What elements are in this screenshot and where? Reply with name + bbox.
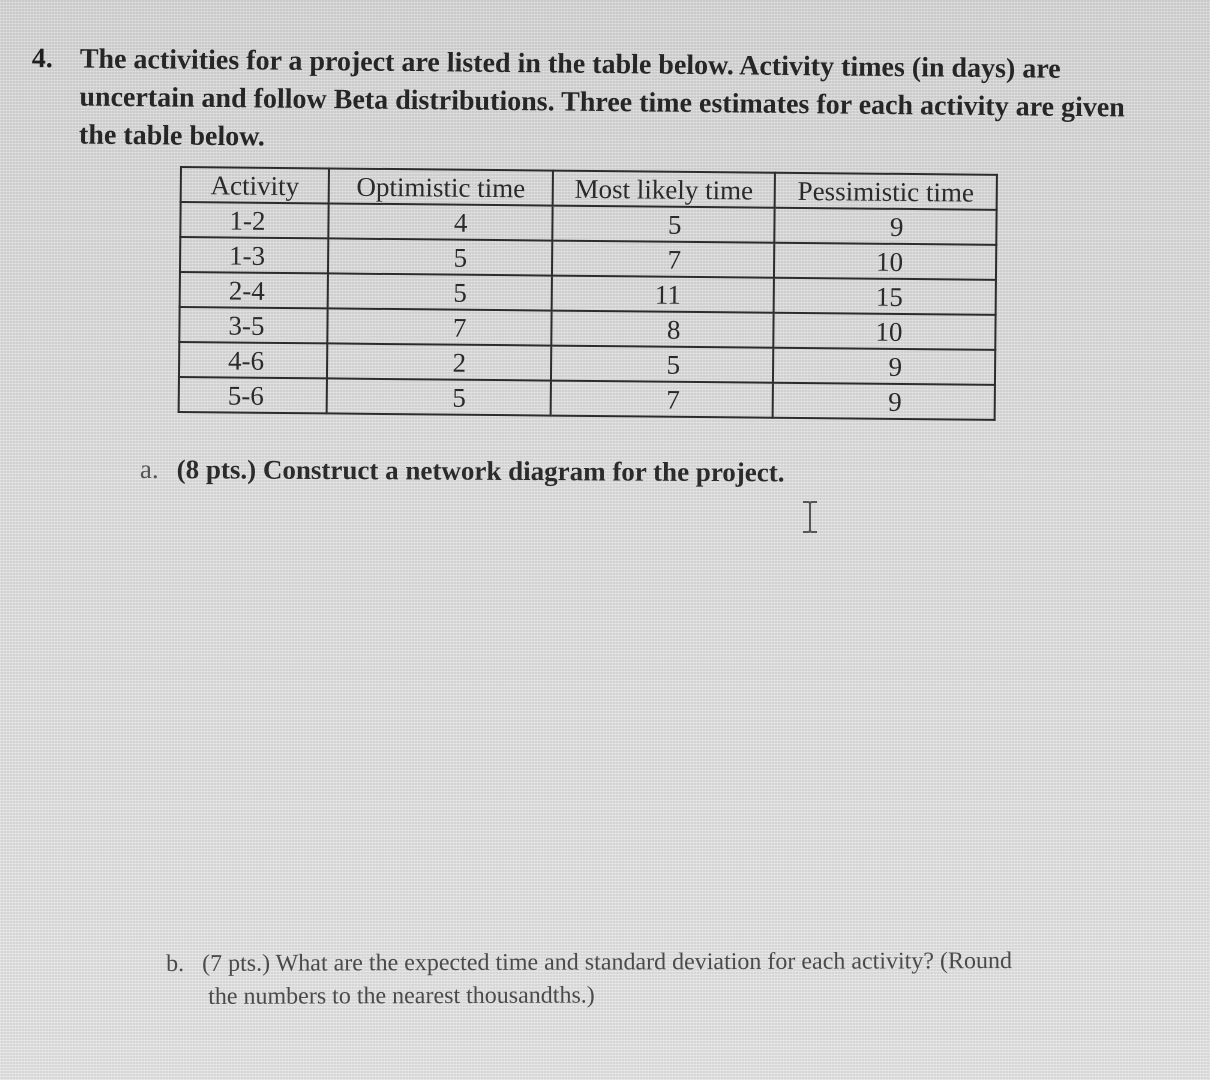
activity-table-container [178, 166, 998, 421]
cell-activity: 4-6 [179, 342, 327, 378]
text-cursor-icon [800, 500, 820, 534]
cell-pessimistic: 10 [773, 313, 995, 350]
part-b-label: b. [166, 950, 185, 977]
cell-optimistic: 4 [328, 203, 552, 240]
cell-pessimistic: 9 [773, 383, 995, 420]
cell-most-likely: 11 [552, 276, 774, 313]
cell-optimistic: 5 [327, 378, 551, 415]
part-b [166, 945, 1126, 1014]
table-row [179, 377, 995, 420]
header-activity: Activity [181, 167, 329, 203]
cell-optimistic: 2 [327, 343, 551, 380]
part-b-text-2: the numbers to the nearest thousandths.) [208, 982, 595, 1010]
header-pessimistic-time: Pessimistic time [775, 173, 997, 210]
question-text: The activities for a project are listed in the table below. Activity times (in days) are uncertain and follow Beta distributions. Three time estimates for each activity are given the table below. [78, 43, 1126, 153]
cell-most-likely: 5 [551, 346, 773, 383]
cell-optimistic: 5 [328, 273, 552, 310]
part-a-label: a. [139, 454, 159, 485]
part-b-line-1 [166, 945, 1126, 981]
cell-activity: 3-5 [179, 307, 327, 343]
part-a [140, 454, 785, 488]
question-number: 4. [31, 42, 53, 75]
cell-activity: 2-4 [180, 272, 328, 308]
part-a-text: (8 pts.) Construct a network diagram for the project. [176, 454, 785, 488]
question-4 [31, 40, 1152, 166]
cell-most-likely: 5 [552, 206, 774, 243]
cell-pessimistic: 9 [773, 348, 995, 385]
cell-most-likely: 7 [552, 241, 774, 278]
cell-optimistic: 7 [327, 308, 551, 345]
header-most-likely-time: Most likely time [553, 171, 775, 208]
activity-time-table [178, 166, 998, 421]
part-b-text-1: (7 pts.) What are the expected time and standard deviation for each activity? (Round [202, 948, 1013, 977]
cell-activity: 1-2 [180, 202, 328, 238]
cell-most-likely: 8 [551, 311, 773, 348]
cell-pessimistic: 15 [774, 278, 996, 315]
cell-pessimistic: 9 [774, 208, 996, 245]
cell-activity: 1-3 [180, 237, 328, 273]
cell-most-likely: 7 [551, 381, 773, 418]
cell-optimistic: 5 [328, 238, 552, 275]
cell-pessimistic: 10 [774, 243, 996, 280]
cell-activity: 5-6 [179, 377, 327, 413]
header-optimistic-time: Optimistic time [329, 168, 553, 205]
